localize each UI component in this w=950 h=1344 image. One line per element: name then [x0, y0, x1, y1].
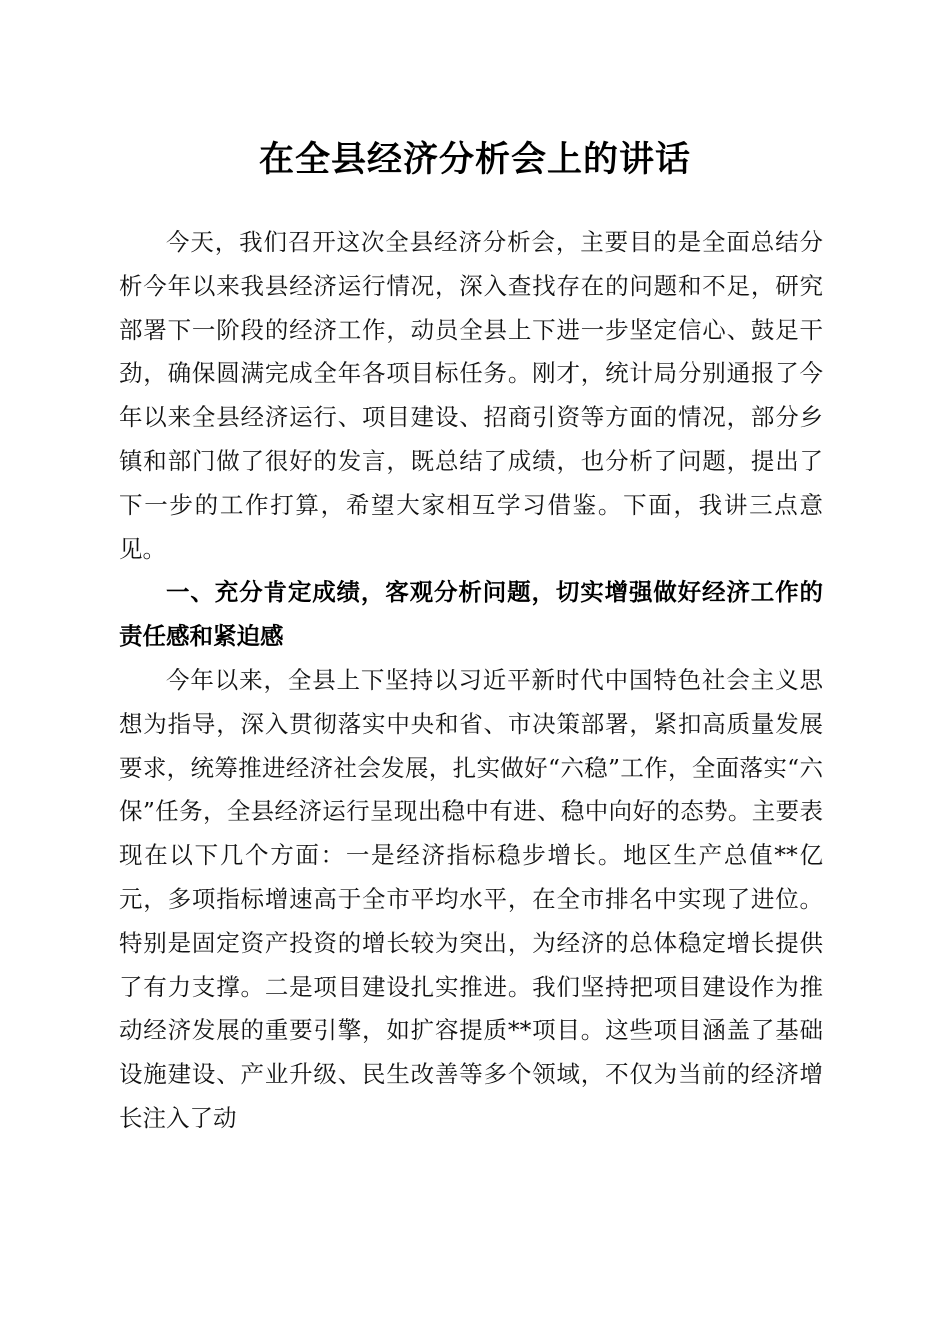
section-1-paragraph: 今年以来，全县上下坚持以习近平新时代中国特色社会主义思想为指导，深入贯彻落实中央和省、市决策部署，紧扣高质量发展要求，统筹推进经济社会发展，扎实做好“六稳”工作，全面落实“六保”任务，全县经济运行呈现出稳中有进、稳中向好的态势。主要表现在以下几个方面：一是经济指标稳步增长。地区生产总值**亿元，多项指标增速高于全市平均水平，在全市排名中实现了进位。特别是固定资产投资的增长较为突出，为经济的总体稳定增长提供了有力支撑。二是项目建设扎实推进。我们坚持把项目建设作为推动经济发展的重要引擎，如扩容提质**项目。这些项目涵盖了基础设施建设、产业升级、民生改善等多个领域，不仅为当前的经济增长注入了动	[119, 665, 823, 1132]
page-title: 在全县经济分析会上的讲话	[258, 139, 691, 180]
intro-paragraph: 今天，我们召开这次全县经济分析会，主要目的是全面总结分析今年以来我县经济运行情况，深入查找存在的问题和不足，研究部署下一阶段的经济工作，动员全县上下进一步坚定信心、鼓足干劲，确保圆满完成全年各项目标任务。刚才，统计局分别通报了今年以来全县经济运行、项目建设、招商引资等方面的情况，部分乡镇和部门做了很好的发言，既总结了成绩，也分析了问题，提出了下一步的工作打算，希望大家相互学习借鉴。下面，我讲三点意见。	[119, 228, 823, 563]
document-body	[119, 221, 823, 1141]
section-heading-1: 一、充分肯定成绩，客观分析问题，切实增强做好经济工作的责任感和紧迫感	[119, 578, 823, 651]
